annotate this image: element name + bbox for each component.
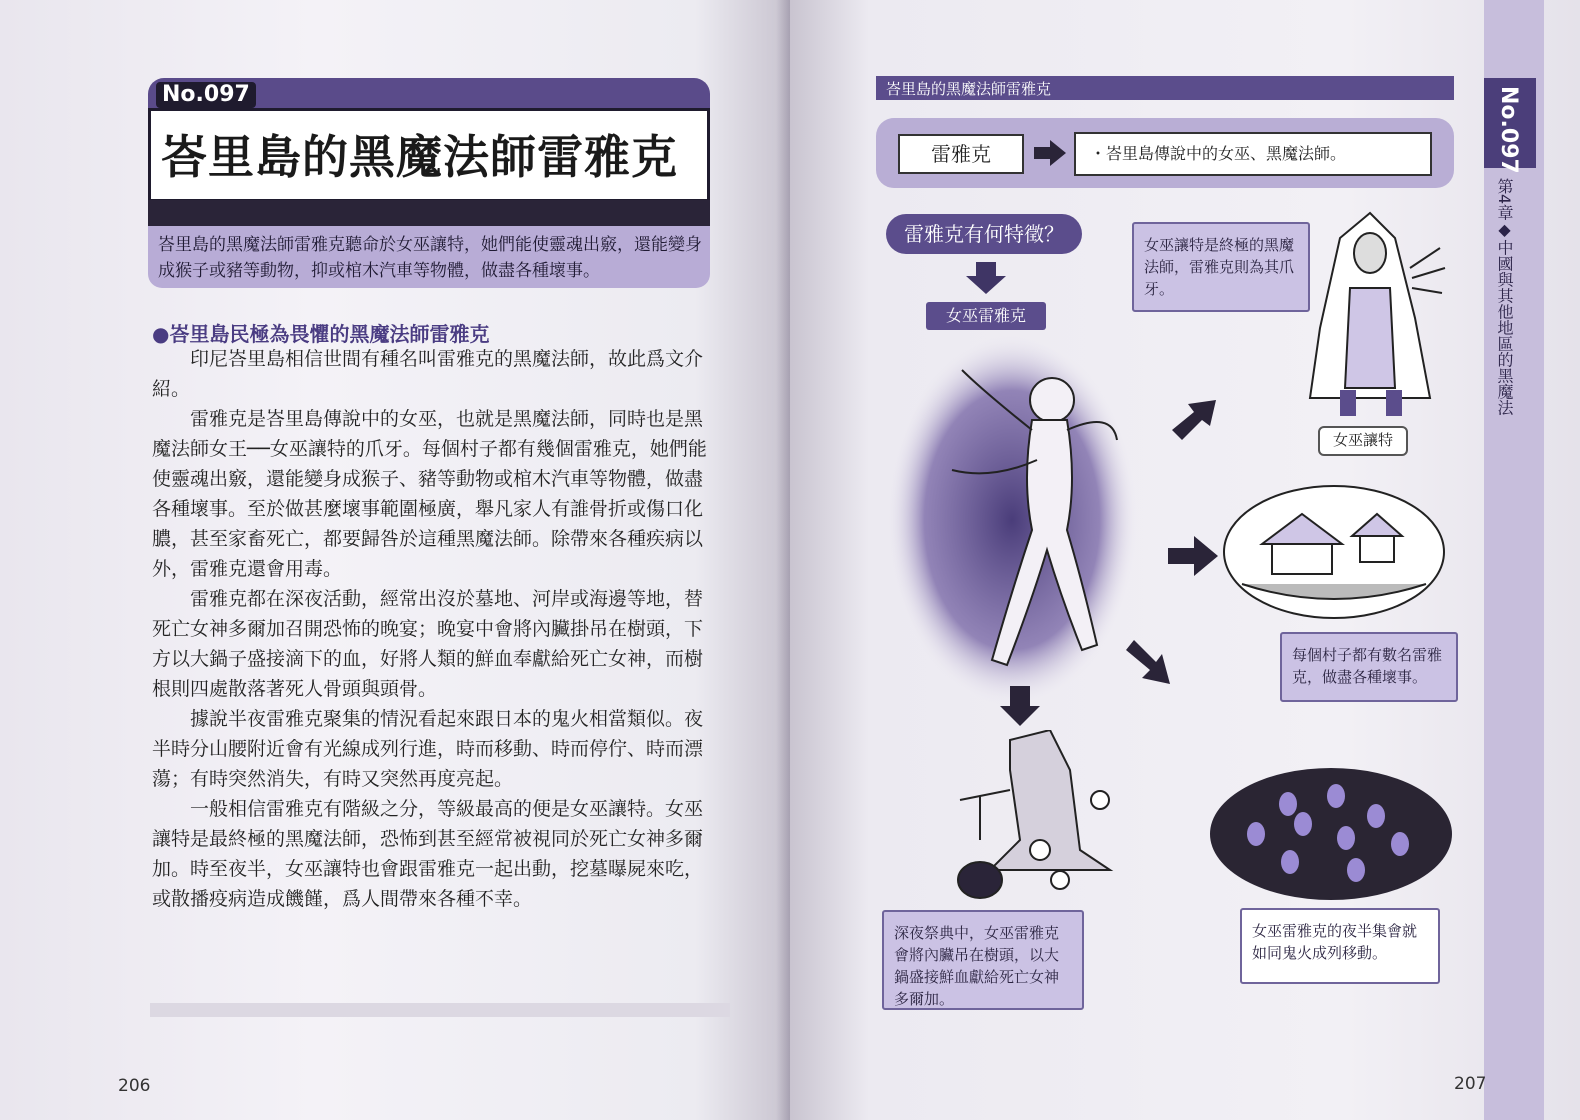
caption-ghost-fire: 女巫雷雅克的夜半集會就如同鬼火成列移動。 xyxy=(1240,908,1440,984)
definition-box xyxy=(876,118,1454,188)
right-arrow-icon xyxy=(1034,140,1066,166)
title-block xyxy=(148,78,710,286)
number-badge-bar xyxy=(148,78,710,112)
summary-text: 峇里島的黑魔法師雷雅克聽命於女巫讓特，她們能使靈魂出竅，還能變身成猴子或豬等動物，抑或棺木汽車等物體，做盡各種壞事。 xyxy=(158,235,702,281)
page-number-right: 207 xyxy=(1454,1074,1487,1094)
village-illustration xyxy=(1222,484,1446,620)
paragraph: 雷雅克都在深夜活動，經常出沒於墓地、河岸或海邊等地，替死亡女神多爾加召開恐怖的晚宴；晚宴中會將內臟掛吊在樹頭，下方以大鍋子盛接滴下的血，好將人類的鮮血奉獻給死亡女神，而樹根則四處散落著死人骨頭與頭骨。 xyxy=(152,588,704,700)
down-arrow-icon xyxy=(966,262,1006,294)
caption-rangda: 女巫讓特是終極的黑魔法師，雷雅克則為其爪牙。 xyxy=(1132,222,1310,312)
title-frame xyxy=(148,108,710,202)
page-number-left: 206 xyxy=(118,1076,151,1096)
footnote-bar xyxy=(150,1003,730,1017)
tab-chapter-title: 第4章◆中國與其他地區的黑魔法 xyxy=(1495,178,1514,416)
label-leyak: 女巫雷雅克 xyxy=(926,302,1046,330)
paragraph: 雷雅克是峇里島傳說中的女巫，也就是黑魔法師，同時也是黑魔法師女王──女巫讓特的爪牙。每個村子都有幾個雷雅克，她們能使靈魂出竅，還能變身成猴子、豬等動物或棺木汽車等物體，做盡各種壞事。至於做甚麼壞事範圍極廣，舉凡家人有誰骨折或傷口化膿，甚至家畜死亡，都要歸咎於這種黑魔法師。除帶來各種疾病以外，雷雅克還會用毒。 xyxy=(152,408,707,580)
paragraph: 一般相信雷雅克有階級之分，等級最高的便是女巫讓特。女巫讓特是最終極的黑魔法師，恐怖到甚至經常被視同於死亡女神多爾加。時至夜半，女巫讓特也會跟雷雅克一起出動，挖墓曝屍來吃，或散播疫病造成饑饉，爲人間帶來各種不幸。 xyxy=(152,798,704,910)
tab-number: No.097 xyxy=(1496,86,1521,174)
caption-village: 每個村子都有數名雷雅克，做盡各種壞事。 xyxy=(1280,632,1458,702)
feast-tree-illustration xyxy=(950,730,1150,910)
arrow-down-icon xyxy=(1000,686,1040,726)
question-bubble: 雷雅克有何特徵？ xyxy=(886,214,1082,254)
arrow-right-icon xyxy=(1168,536,1218,576)
leyak-illustration xyxy=(882,330,1142,710)
arrow-up-right-icon xyxy=(1172,400,1216,440)
page-title: 峇里島的黑魔法師雷雅克 xyxy=(161,130,678,184)
arrow-down-right-icon xyxy=(1126,640,1170,684)
paragraph: 印尼峇里島相信世間有種名叫雷雅克的黑魔法師，故此爲文介紹。 xyxy=(152,348,704,400)
definition-term: 雷雅克 xyxy=(898,134,1024,174)
section-heading: ●峇里島民極為畏懼的黑魔法師雷雅克 xyxy=(152,322,490,346)
right-header-bar xyxy=(876,76,1454,100)
definition-text: ・峇里島傳說中的女巫、黑魔法師。 xyxy=(1074,132,1432,176)
rangda-illustration xyxy=(1300,208,1450,420)
summary-box xyxy=(148,226,710,288)
title-divider xyxy=(148,200,710,226)
paragraph: 據說半夜雷雅克聚集的情況看起來跟日本的鬼火相當類似。夜半時分山腰附近會有光線成列行進，時而移動、時而停佇、時而漂蕩；有時突然消失，有時又突然再度亮起。 xyxy=(152,708,704,790)
right-header-title: 峇里島的黑魔法師雷雅克 xyxy=(886,80,1052,98)
label-rangda: 女巫讓特 xyxy=(1318,426,1408,456)
ghost-fire-illustration xyxy=(1208,766,1454,902)
entry-number: No.097 xyxy=(156,82,256,108)
caption-feast: 深夜祭典中，女巫雷雅克會將內臟吊在樹頭，以大鍋盛接鮮血獻給死亡女神多爾加。 xyxy=(882,910,1084,1010)
body-text xyxy=(152,344,717,914)
